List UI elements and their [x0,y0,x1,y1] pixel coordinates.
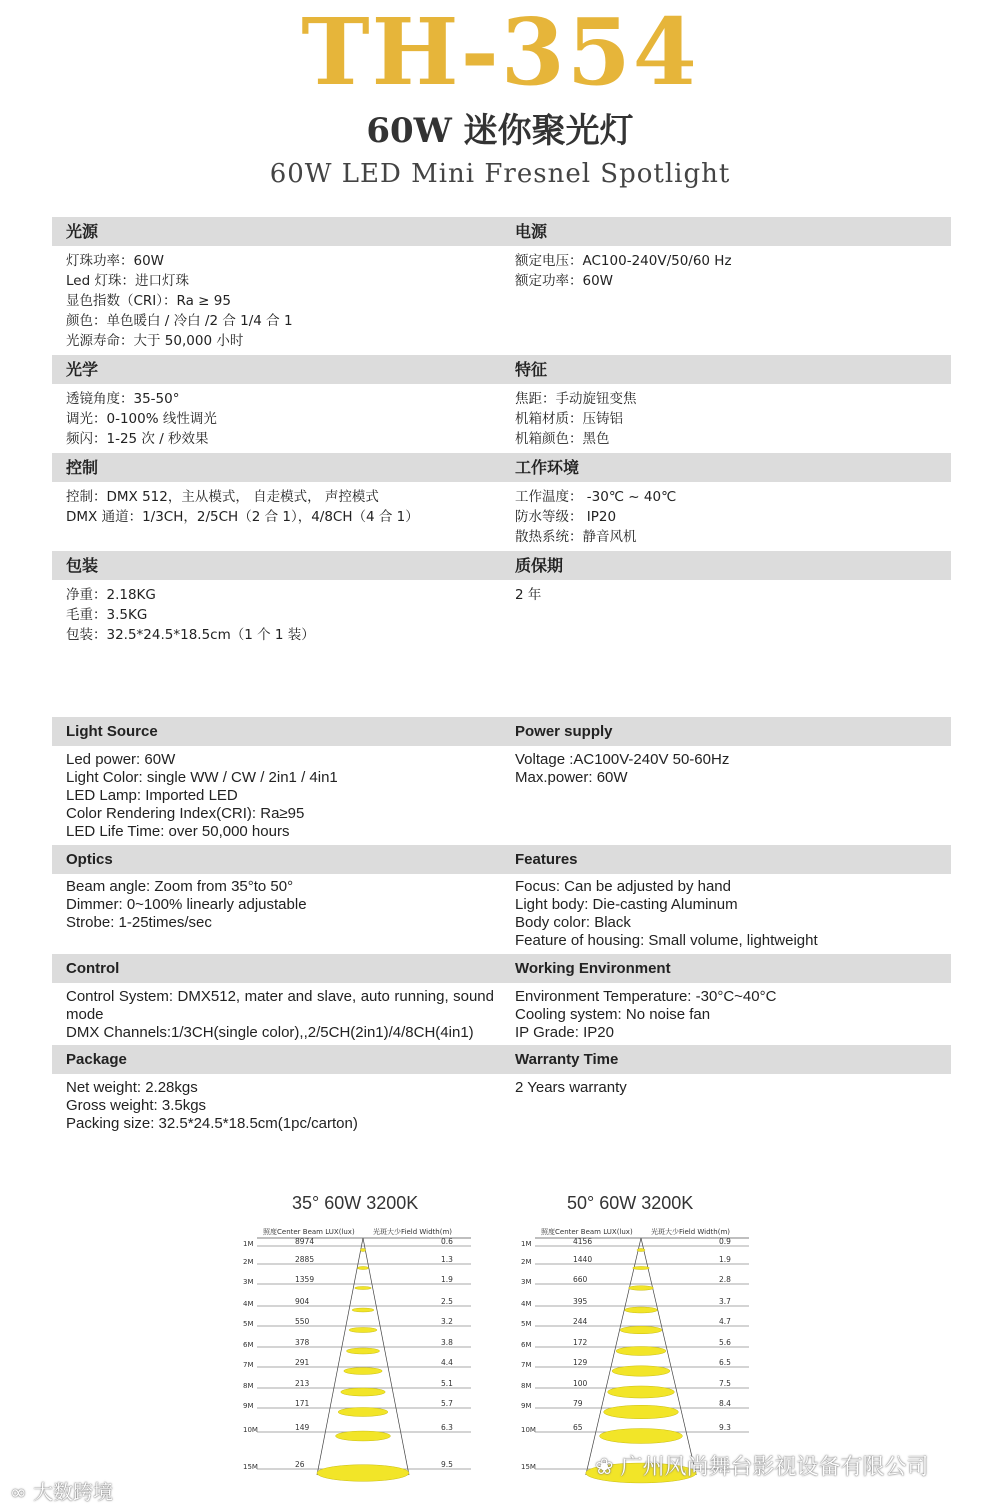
distance-label: 10M [243,1426,258,1434]
distance-label: 1M [521,1240,532,1248]
watermark-left: ∞ 大数跨境 [10,1480,114,1504]
field-width-value: 5.7 [441,1399,453,1408]
beam-spot-ellipse [349,1327,377,1332]
spec-en-right-4: 2 Years warranty [515,1079,627,1096]
distance-label: 3M [243,1278,254,1286]
lux-value: 100 [573,1379,588,1388]
spec-cn-left-4: 净重：2.18KG 毛重：3.5KG 包装：32.5*24.5*18.5cm（1 个 1 装） [66,587,315,643]
wechat-icon: ❀ [595,1455,614,1480]
beam-chart-35 [235,1222,485,1500]
spec-cn-band-4: 包装 质保期 [52,551,951,580]
field-width-value: 1.9 [441,1275,453,1284]
lux-value: 550 [295,1317,310,1326]
distance-label: 8M [243,1382,254,1390]
spec-en-left-2: Beam angle: Zoom from 35°to 50° Dimmer: 0~100% linearly adjustable Strobe: 1-25times/sec [66,878,307,931]
field-width-value: 9.5 [441,1460,453,1469]
beam-spot-ellipse [360,1249,365,1252]
distance-label: 15M [243,1463,258,1471]
spec-cn-left-1: 灯珠功率：60W Led 灯珠：进口灯珠 显色指数（CRI）：Ra ≥ 95 颜色：单色暖白 / 冷白 /2 合 1/4 合 1 光源寿命：大于 50,000 小时 [66,253,293,349]
distance-label: 9M [521,1402,532,1410]
lux-value: 26 [295,1460,305,1469]
beam-spot-ellipse [338,1408,388,1417]
field-width-value: 6.5 [719,1358,731,1367]
beam-spot-ellipse [344,1368,382,1375]
field-width-value: 4.4 [441,1358,453,1367]
field-width-value: 1.3 [441,1255,453,1264]
distance-label: 6M [521,1341,532,1349]
distance-label: 2M [521,1258,532,1266]
spec-cn-left-3: 控制：DMX 512，主从模式， 自走模式， 声控模式 DMX 通道：1/3CH，2/5CH（2 合 1），4/8CH（4 合 1） [66,489,419,525]
distance-label: 5M [521,1320,532,1328]
beam-spot-ellipse [620,1326,662,1334]
field-width-value: 9.3 [719,1423,731,1432]
product-title-cn: 60W 迷你聚光灯 [366,111,634,151]
watermark-right: ❀ 广州风尚舞台影视设备有限公司 [595,1455,929,1480]
lux-value: 904 [295,1297,310,1306]
field-width-value: 3.2 [441,1317,453,1326]
lux-value: 378 [295,1338,310,1347]
distance-label: 6M [243,1341,254,1349]
field-width-value: 5.1 [441,1379,453,1388]
lux-value: 171 [295,1399,310,1408]
beam-spot-ellipse [341,1388,385,1396]
col-header-width: 光斑大少Field Width(m) [651,1228,730,1236]
beam-spot-ellipse [625,1307,658,1313]
product-title-en: 60W LED Mini Fresnel Spotlight [269,159,731,189]
distance-label: 15M [521,1463,536,1471]
lux-value: 660 [573,1275,588,1284]
beam-spot-ellipse [352,1308,374,1312]
spec-en-left-4: Net weight: 2.28kgs Gross weight: 3.5kgs Packing size: 32.5*24.5*18.5cm(1pc/carton) [66,1079,358,1132]
spec-cn-band-3: 控制 工作环境 [52,453,951,482]
lux-value: 244 [573,1317,588,1326]
distance-label: 7M [243,1361,254,1369]
lux-value: 129 [573,1358,588,1367]
spec-cn-band-1: 光源 电源 [52,217,951,246]
distance-label: 2M [243,1258,254,1266]
field-width-value: 3.7 [719,1297,731,1306]
spec-en-right-1: Voltage :AC100V-240V 50-60Hz Max.power: 60W [515,751,730,786]
distance-label: 8M [521,1382,532,1390]
lux-value: 65 [573,1423,583,1432]
distance-label: 5M [243,1320,254,1328]
spec-cn-right-1: 额定电压：AC100-240V/50/60 Hz 额定功率：60W [515,253,732,289]
beam-spot-ellipse [355,1287,372,1290]
beam-spot-ellipse [357,1267,368,1270]
lux-value: 4156 [573,1237,593,1246]
distance-label: 1M [243,1240,254,1248]
spec-en-band-2: Optics Features [52,845,951,874]
distance-label: 3M [521,1278,532,1286]
field-width-value: 1.9 [719,1255,731,1264]
beam-spot-ellipse [317,1465,409,1482]
distance-label: 9M [243,1402,254,1410]
spec-en-band-1: Light Source Power supply [52,717,951,746]
spec-en-right-3: Environment Temperature: -30°C~40°C Cooling system: No noise fan IP Grade: IP20 [515,988,777,1041]
beam-spot-ellipse [616,1347,666,1356]
lux-value: 79 [573,1399,583,1408]
col-header-lux: 照度Center Beam LUX(lux) [263,1228,355,1236]
lux-value: 291 [295,1358,310,1367]
beam-spot-ellipse [633,1266,650,1269]
distance-label: 10M [521,1426,536,1434]
spec-cn-band-2: 光学 特征 [52,355,951,384]
distance-label: 7M [521,1361,532,1369]
spec-cn-right-3: 工作温度： -30℃ ~ 40℃ 防水等级： IP20 散热系统：静音风机 [515,489,677,545]
beam-spot-ellipse [629,1286,654,1290]
spec-en-left-1: Led power: 60W Light Color: single WW / CW / 2in1 / 4in1 LED Lamp: Imported LED Color Rendering Index(CRI): Ra≥95 LED Life Time: over 50,000 hours [66,751,338,840]
field-width-value: 0.6 [441,1237,453,1246]
lux-value: 2885 [295,1255,315,1264]
field-width-value: 4.7 [719,1317,731,1326]
spec-cn-right-4: 2 年 [515,587,542,603]
model-title: TH-354 [301,0,699,106]
beam-spot-ellipse [600,1429,683,1444]
beam-chart-35-title: 35° 60W 3200K [292,1193,419,1213]
field-width-value: 3.8 [441,1338,453,1347]
field-width-value: 7.5 [719,1379,731,1388]
spec-cn-right-2: 焦距：手动旋钮变焦 机箱材质：压铸铝 机箱颜色：黑色 [515,391,637,447]
spec-en-left-3: Control System: DMX512, mater and slave, auto running, sound mode DMX Channels:1/3CH(single color),,2/5CH(2in1)/4/8CH(4in1) [66,988,494,1041]
field-width-value: 6.3 [441,1423,453,1432]
spec-en-band-3: Control Working Environment [52,954,951,983]
beam-spot-ellipse [608,1386,675,1398]
lux-value: 213 [295,1379,310,1388]
lux-value: 149 [295,1423,310,1432]
lux-value: 8974 [295,1237,315,1246]
field-width-value: 0.9 [719,1237,731,1246]
spec-en-band-4: Package Warranty Time [52,1045,951,1074]
lux-value: 172 [573,1338,588,1347]
beam-spot-ellipse [604,1405,679,1418]
field-width-value: 5.6 [719,1338,731,1347]
field-width-value: 2.8 [719,1275,731,1284]
beam-spot-ellipse [637,1249,645,1252]
beam-spot-ellipse [346,1348,379,1354]
beam-chart-50-title: 50° 60W 3200K [567,1193,694,1213]
col-header-width: 光斑大少Field Width(m) [373,1228,452,1236]
lux-value: 1359 [295,1275,315,1284]
col-header-lux: 照度Center Beam LUX(lux) [541,1228,633,1236]
distance-label: 4M [521,1300,532,1308]
spec-cn-left-2: 透镜角度：35-50° 调光：0-100% 线性调光 频闪：1-25 次 / 秒效果 [66,391,217,447]
field-width-value: 2.5 [441,1297,453,1306]
lux-value: 395 [573,1297,588,1306]
beam-spot-ellipse [336,1431,391,1441]
field-width-value: 8.4 [719,1399,731,1408]
beam-spot-ellipse [612,1366,670,1376]
watermark-logo-icon: ∞ [10,1480,27,1504]
spec-en-right-2: Focus: Can be adjusted by hand Light body: Die-casting Aluminum Body color: Black Feature of housing: Small volume, lightweight [515,878,818,949]
lux-value: 1440 [573,1255,593,1264]
distance-label: 4M [243,1300,254,1308]
